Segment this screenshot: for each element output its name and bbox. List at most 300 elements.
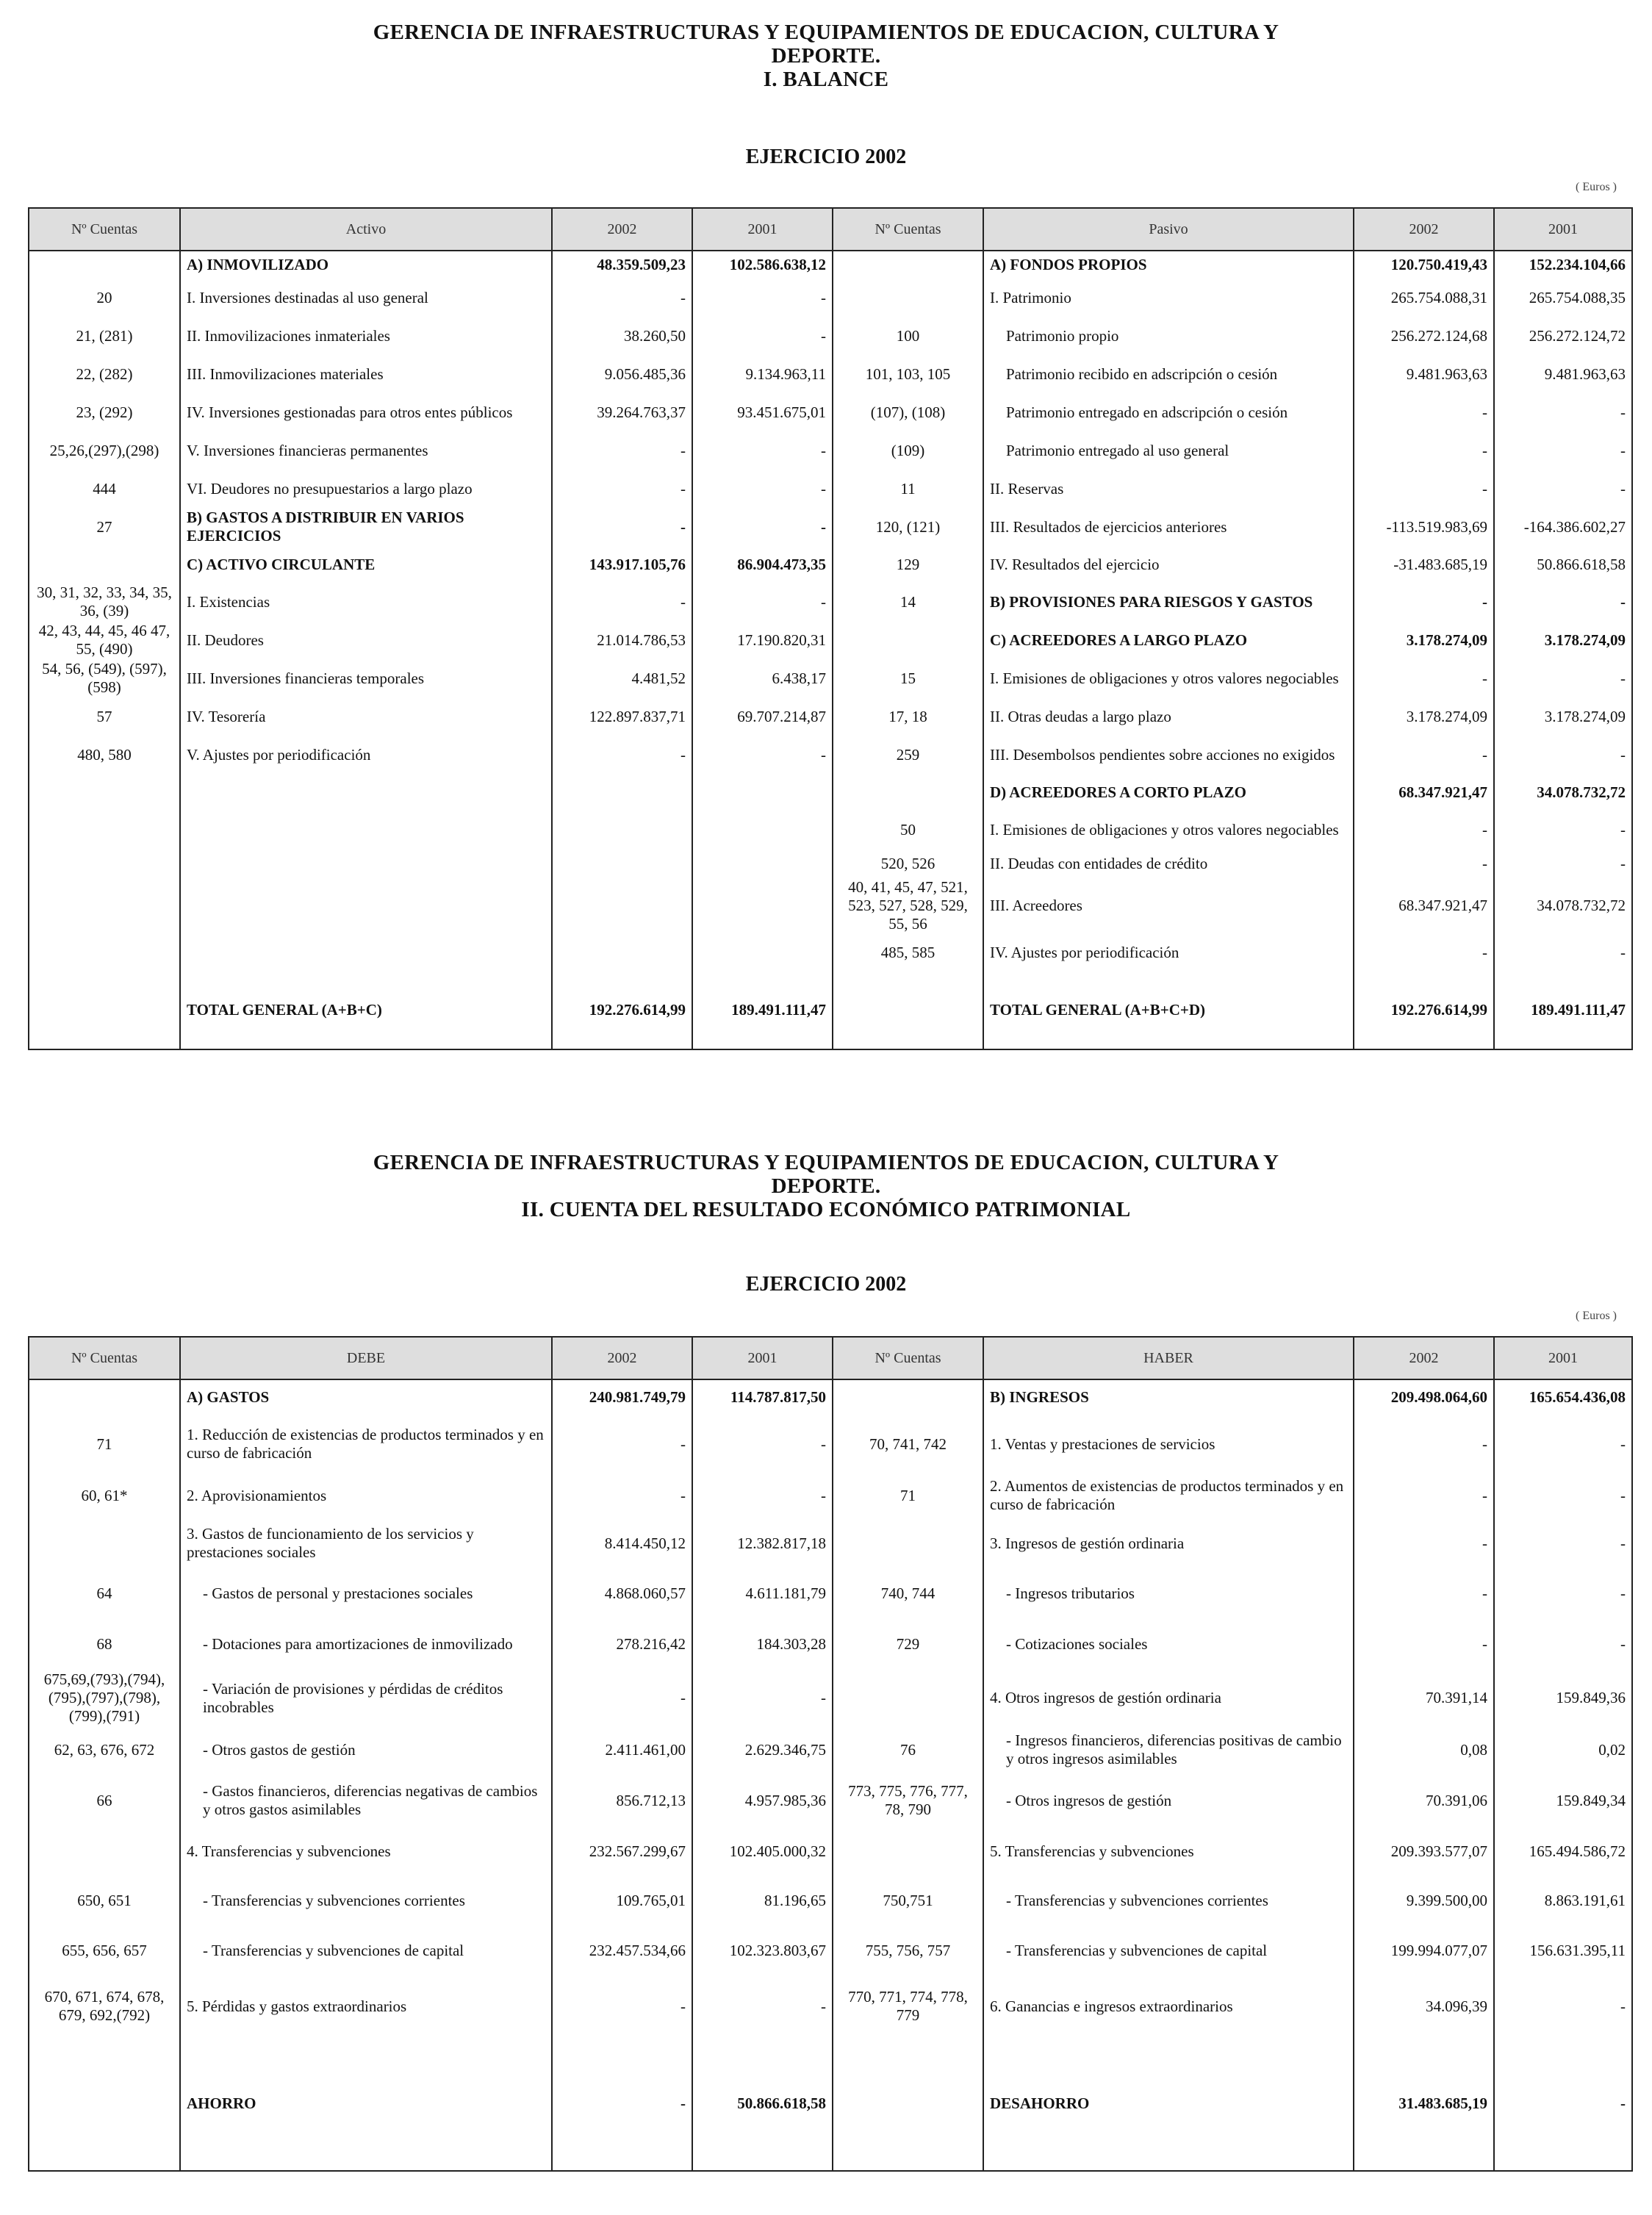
- balance-cell-value-right-2001: -: [1494, 659, 1632, 697]
- balance-row: [29, 736, 1632, 774]
- balance-row: [29, 583, 1632, 621]
- balance-cell-concept-left: [180, 774, 552, 811]
- balance-cell-account-right: 259: [833, 736, 983, 774]
- balance-cell-value-left-2002: -: [552, 279, 692, 317]
- result-cell-value-right-2001: -: [1494, 1473, 1632, 1518]
- balance-row: [29, 508, 1632, 546]
- balance-header-row: [29, 208, 1632, 251]
- balance-row: [29, 972, 1632, 1049]
- balance-row: [29, 393, 1632, 431]
- balance-cell-account-left: 27: [29, 508, 180, 546]
- result-cell-concept-right: 6. Ganancias e ingresos extraordinarios: [983, 1975, 1354, 2037]
- result-col-accounts-left: Nº Cuentas: [29, 1337, 180, 1379]
- result-cell-account-right: 740, 744: [833, 1569, 983, 1618]
- result-cell-value-left-2001: -: [692, 1473, 833, 1518]
- balance-row: [29, 355, 1632, 393]
- balance-cell-value-right-2001: 256.272.124,72: [1494, 317, 1632, 355]
- balance-cell-account-right: 520, 526: [833, 849, 983, 878]
- balance-row: [29, 697, 1632, 736]
- result-cell-value-left-2001: 102.405.000,32: [692, 1827, 833, 1875]
- result-units: ( Euros ): [1576, 1310, 1617, 1322]
- balance-cell-concept-right: C) ACREEDORES A LARGO PLAZO: [983, 621, 1354, 659]
- result-cell-value-left-2001: -: [692, 1670, 833, 1726]
- balance-cell-value-right-2001: -: [1494, 470, 1632, 508]
- balance-cell-value-left-2001: 9.134.963,11: [692, 355, 833, 393]
- balance-cell-account-right: 40, 41, 45, 47, 521, 523, 527, 528, 529, 55, 56: [833, 878, 983, 933]
- result-row: [29, 1379, 1632, 1415]
- result-cell-value-right-2001: 159.849,36: [1494, 1670, 1632, 1726]
- balance-col-pasivo-2001: 2001: [1494, 208, 1632, 251]
- result-cell-value-left-2002: -: [552, 1415, 692, 1473]
- result-col-debe-2002: 2002: [552, 1337, 692, 1379]
- balance-cell-value-right-2001: 152.234.104,66: [1494, 251, 1632, 279]
- result-cell-value-left-2001: 12.382.817,18: [692, 1518, 833, 1569]
- result-cell-account-left: 650, 651: [29, 1875, 180, 1925]
- result-cell-value-left-2002: 240.981.749,79: [552, 1379, 692, 1415]
- result-row: [29, 1875, 1632, 1925]
- balance-cell-concept-left: I. Inversiones destinadas al uso general: [180, 279, 552, 317]
- balance-cell-value-right-2001: 3.178.274,09: [1494, 621, 1632, 659]
- balance-cell-value-left-2002: 4.481,52: [552, 659, 692, 697]
- balance-cell-account-left: 480, 580: [29, 736, 180, 774]
- result-row: [29, 1569, 1632, 1618]
- result-cell-concept-right: 3. Ingresos de gestión ordinaria: [983, 1518, 1354, 1569]
- balance-cell-account-right: 101, 103, 105: [833, 355, 983, 393]
- result-cell-concept-left: A) GASTOS: [180, 1379, 552, 1415]
- balance-cell-value-left-2002: 21.014.786,53: [552, 621, 692, 659]
- result-cell-concept-left: - Transferencias y subvenciones corrientes: [180, 1875, 552, 1925]
- balance-col-activo: Activo: [180, 208, 552, 251]
- result-cell-account-right: 755, 756, 757: [833, 1925, 983, 1975]
- result-row: [29, 1774, 1632, 1827]
- result-table: [28, 1336, 1633, 2172]
- balance-cell-value-right-2002: 120.750.419,43: [1354, 251, 1494, 279]
- balance-cell-value-right-2001: -164.386.602,27: [1494, 508, 1632, 546]
- result-row: [29, 1473, 1632, 1518]
- result-cell-value-right-2002: -: [1354, 1473, 1494, 1518]
- balance-cell-value-left-2001: -: [692, 508, 833, 546]
- balance-cell-value-left-2001: [692, 878, 833, 933]
- result-header-row: [29, 1337, 1632, 1379]
- balance-cell-value-left-2002: 9.056.485,36: [552, 355, 692, 393]
- result-cell-account-right: [833, 2037, 983, 2171]
- balance-cell-account-left: 30, 31, 32, 33, 34, 35, 36, (39): [29, 583, 180, 621]
- balance-row: [29, 811, 1632, 849]
- result-cell-account-left: 66: [29, 1774, 180, 1827]
- balance-cell-concept-left: [180, 811, 552, 849]
- balance-cell-value-left-2001: 17.190.820,31: [692, 621, 833, 659]
- result-cell-value-left-2001: 4.611.181,79: [692, 1569, 833, 1618]
- balance-cell-concept-left: B) GASTOS A DISTRIBUIR EN VARIOS EJERCICIOS: [180, 508, 552, 546]
- result-cell-concept-right: DESAHORRO: [983, 2037, 1354, 2171]
- balance-cell-concept-left: II. Deudores: [180, 621, 552, 659]
- balance-cell-account-left: [29, 774, 180, 811]
- result-cell-value-right-2001: 156.631.395,11: [1494, 1925, 1632, 1975]
- result-cell-account-right: 729: [833, 1618, 983, 1670]
- balance-cell-value-left-2001: [692, 849, 833, 878]
- result-cell-concept-left: - Dotaciones para amortizaciones de inmovilizado: [180, 1618, 552, 1670]
- result-row: [29, 1975, 1632, 2037]
- balance-row: [29, 251, 1632, 279]
- balance-cell-value-right-2002: -: [1354, 583, 1494, 621]
- balance-cell-value-right-2002: 256.272.124,68: [1354, 317, 1494, 355]
- result-row: [29, 1518, 1632, 1569]
- balance-row: [29, 470, 1632, 508]
- balance-cell-value-right-2002: 3.178.274,09: [1354, 621, 1494, 659]
- balance-cell-value-right-2002: 68.347.921,47: [1354, 878, 1494, 933]
- balance-cell-value-left-2001: -: [692, 470, 833, 508]
- result-col-haber-2001: 2001: [1494, 1337, 1632, 1379]
- balance-cell-value-left-2001: -: [692, 279, 833, 317]
- balance-cell-account-right: 17, 18: [833, 697, 983, 736]
- balance-row: [29, 659, 1632, 697]
- balance-cell-value-left-2001: 102.586.638,12: [692, 251, 833, 279]
- result-cell-value-left-2001: 114.787.817,50: [692, 1379, 833, 1415]
- balance-cell-concept-left: IV. Inversiones gestionadas para otros entes públicos: [180, 393, 552, 431]
- balance-cell-value-right-2001: -: [1494, 393, 1632, 431]
- result-cell-value-right-2002: 34.096,39: [1354, 1975, 1494, 2037]
- balance-cell-account-left: 42, 43, 44, 45, 46 47, 55, (490): [29, 621, 180, 659]
- balance-row: [29, 849, 1632, 878]
- result-cell-value-right-2002: 70.391,06: [1354, 1774, 1494, 1827]
- result-cell-value-right-2001: 8.863.191,61: [1494, 1875, 1632, 1925]
- result-cell-value-left-2002: 109.765,01: [552, 1875, 692, 1925]
- balance-cell-value-left-2002: 48.359.509,23: [552, 251, 692, 279]
- balance-cell-value-right-2002: -31.483.685,19: [1354, 546, 1494, 583]
- balance-cell-value-right-2001: -: [1494, 431, 1632, 470]
- balance-cell-value-left-2001: [692, 811, 833, 849]
- result-cell-account-right: [833, 1379, 983, 1415]
- result-cell-concept-left: AHORRO: [180, 2037, 552, 2171]
- balance-cell-value-right-2001: 50.866.618,58: [1494, 546, 1632, 583]
- result-col-debe-2001: 2001: [692, 1337, 833, 1379]
- balance-cell-concept-right: II. Reservas: [983, 470, 1354, 508]
- balance-cell-account-right: 129: [833, 546, 983, 583]
- balance-cell-account-right: 50: [833, 811, 983, 849]
- balance-cell-value-right-2002: -: [1354, 811, 1494, 849]
- balance-cell-value-right-2001: 34.078.732,72: [1494, 774, 1632, 811]
- balance-cell-account-left: 21, (281): [29, 317, 180, 355]
- result-cell-concept-right: 1. Ventas y prestaciones de servicios: [983, 1415, 1354, 1473]
- balance-cell-account-left: 444: [29, 470, 180, 508]
- result-cell-concept-right: 4. Otros ingresos de gestión ordinaria: [983, 1670, 1354, 1726]
- result-cell-value-right-2002: -: [1354, 1415, 1494, 1473]
- balance-row: [29, 621, 1632, 659]
- balance-cell-value-left-2001: -: [692, 317, 833, 355]
- balance-cell-account-left: [29, 849, 180, 878]
- result-heading-line1: GERENCIA DE INFRAESTRUCTURAS Y EQUIPAMIENTOS DE EDUCACION, CULTURA Y: [373, 1151, 1279, 1174]
- balance-cell-account-left: [29, 878, 180, 933]
- result-cell-value-left-2001: 50.866.618,58: [692, 2037, 833, 2171]
- balance-cell-concept-left: VI. Deudores no presupuestarios a largo plazo: [180, 470, 552, 508]
- balance-cell-value-left-2002: 143.917.105,76: [552, 546, 692, 583]
- balance-cell-concept-right: Patrimonio propio: [983, 317, 1354, 355]
- balance-cell-value-left-2001: 93.451.675,01: [692, 393, 833, 431]
- balance-row: [29, 546, 1632, 583]
- balance-cell-account-left: 57: [29, 697, 180, 736]
- result-cell-account-right: 750,751: [833, 1875, 983, 1925]
- result-col-debe: DEBE: [180, 1337, 552, 1379]
- result-cell-account-left: 62, 63, 676, 672: [29, 1726, 180, 1774]
- result-cell-account-left: 655, 656, 657: [29, 1925, 180, 1975]
- result-cell-concept-right: 5. Transferencias y subvenciones: [983, 1827, 1354, 1875]
- result-cell-concept-right: B) INGRESOS: [983, 1379, 1354, 1415]
- balance-cell-value-right-2002: 192.276.614,99: [1354, 972, 1494, 1049]
- balance-cell-account-left: 23, (292): [29, 393, 180, 431]
- balance-cell-value-left-2002: [552, 811, 692, 849]
- result-cell-value-right-2001: 0,02: [1494, 1726, 1632, 1774]
- result-cell-account-right: [833, 1518, 983, 1569]
- balance-cell-value-right-2001: -: [1494, 849, 1632, 878]
- result-cell-value-left-2001: 4.957.985,36: [692, 1774, 833, 1827]
- balance-cell-account-right: 100: [833, 317, 983, 355]
- result-col-accounts-right: Nº Cuentas: [833, 1337, 983, 1379]
- balance-cell-value-left-2002: -: [552, 508, 692, 546]
- result-cell-value-left-2002: 232.457.534,66: [552, 1925, 692, 1975]
- balance-cell-value-left-2001: 69.707.214,87: [692, 697, 833, 736]
- balance-cell-account-left: [29, 811, 180, 849]
- result-cell-concept-left: 3. Gastos de funcionamiento de los servicios y prestaciones sociales: [180, 1518, 552, 1569]
- result-cell-value-right-2001: -: [1494, 2037, 1632, 2171]
- balance-cell-value-right-2001: -: [1494, 933, 1632, 972]
- balance-cell-value-left-2001: 86.904.473,35: [692, 546, 833, 583]
- result-cell-value-left-2002: 856.712,13: [552, 1774, 692, 1827]
- balance-cell-value-left-2001: -: [692, 431, 833, 470]
- balance-cell-account-right: [833, 774, 983, 811]
- balance-cell-value-left-2002: 39.264.763,37: [552, 393, 692, 431]
- balance-units: ( Euros ): [1576, 181, 1617, 193]
- result-cell-account-right: 71: [833, 1473, 983, 1518]
- result-row: [29, 1925, 1632, 1975]
- balance-cell-value-left-2002: [552, 933, 692, 972]
- result-col-haber-2002: 2002: [1354, 1337, 1494, 1379]
- result-cell-concept-right: - Ingresos financieros, diferencias positivas de cambio y otros ingresos asimilables: [983, 1726, 1354, 1774]
- result-cell-concept-left: 5. Pérdidas y gastos extraordinarios: [180, 1975, 552, 2037]
- result-cell-account-left: 71: [29, 1415, 180, 1473]
- balance-cell-value-right-2001: -: [1494, 583, 1632, 621]
- result-heading: [0, 1151, 1652, 1221]
- result-cell-value-left-2002: -: [552, 1975, 692, 2037]
- result-cell-concept-right: 2. Aumentos de existencias de productos terminados y en curso de fabricación: [983, 1473, 1354, 1518]
- result-cell-value-right-2002: -: [1354, 1569, 1494, 1618]
- result-cell-value-right-2001: -: [1494, 1415, 1632, 1473]
- balance-cell-value-left-2001: 189.491.111,47: [692, 972, 833, 1049]
- balance-cell-value-right-2002: 68.347.921,47: [1354, 774, 1494, 811]
- balance-cell-concept-right: I. Patrimonio: [983, 279, 1354, 317]
- result-cell-value-left-2002: 278.216,42: [552, 1618, 692, 1670]
- balance-cell-account-left: 20: [29, 279, 180, 317]
- balance-row: [29, 431, 1632, 470]
- balance-cell-concept-left: [180, 878, 552, 933]
- balance-cell-value-right-2001: 189.491.111,47: [1494, 972, 1632, 1049]
- balance-cell-account-left: [29, 251, 180, 279]
- result-cell-account-left: [29, 1518, 180, 1569]
- result-cell-value-right-2002: 199.994.077,07: [1354, 1925, 1494, 1975]
- balance-cell-concept-left: II. Inmovilizaciones inmateriales: [180, 317, 552, 355]
- balance-cell-account-left: 22, (282): [29, 355, 180, 393]
- balance-cell-account-right: 15: [833, 659, 983, 697]
- result-row: [29, 1827, 1632, 1875]
- balance-cell-concept-right: III. Desembolsos pendientes sobre acciones no exigidos: [983, 736, 1354, 774]
- balance-cell-concept-left: V. Inversiones financieras permanentes: [180, 431, 552, 470]
- balance-cell-value-left-2002: [552, 774, 692, 811]
- balance-cell-concept-left: A) INMOVILIZADO: [180, 251, 552, 279]
- balance-cell-concept-right: Patrimonio recibido en adscripción o cesión: [983, 355, 1354, 393]
- balance-exercise: EJERCICIO 2002: [745, 146, 907, 168]
- balance-cell-value-right-2002: -113.519.983,69: [1354, 508, 1494, 546]
- result-cell-value-left-2002: -: [552, 1670, 692, 1726]
- balance-heading-line3: I. BALANCE: [763, 68, 889, 91]
- balance-cell-concept-right: B) PROVISIONES PARA RIESGOS Y GASTOS: [983, 583, 1354, 621]
- result-cell-value-left-2002: 2.411.461,00: [552, 1726, 692, 1774]
- balance-cell-account-left: 25,26,(297),(298): [29, 431, 180, 470]
- result-cell-concept-left: 1. Reducción de existencias de productos terminados y en curso de fabricación: [180, 1415, 552, 1473]
- result-cell-value-right-2001: 159.849,34: [1494, 1774, 1632, 1827]
- balance-cell-concept-right: IV. Resultados del ejercicio: [983, 546, 1354, 583]
- balance-cell-concept-left: IV. Tesorería: [180, 697, 552, 736]
- result-cell-concept-left: 4. Transferencias y subvenciones: [180, 1827, 552, 1875]
- balance-cell-account-right: [833, 279, 983, 317]
- result-cell-value-left-2002: 4.868.060,57: [552, 1569, 692, 1618]
- result-row: [29, 1670, 1632, 1726]
- balance-cell-value-right-2002: 3.178.274,09: [1354, 697, 1494, 736]
- balance-cell-value-left-2002: [552, 878, 692, 933]
- balance-cell-value-left-2002: 192.276.614,99: [552, 972, 692, 1049]
- balance-cell-value-right-2001: 34.078.732,72: [1494, 878, 1632, 933]
- result-cell-value-left-2002: -: [552, 2037, 692, 2171]
- result-cell-value-right-2002: 209.393.577,07: [1354, 1827, 1494, 1875]
- result-cell-value-right-2002: 9.399.500,00: [1354, 1875, 1494, 1925]
- balance-row: [29, 774, 1632, 811]
- balance-row: [29, 933, 1632, 972]
- balance-cell-account-right: 120, (121): [833, 508, 983, 546]
- balance-cell-value-right-2001: -: [1494, 811, 1632, 849]
- result-cell-value-right-2002: 0,08: [1354, 1726, 1494, 1774]
- balance-cell-value-right-2002: -: [1354, 431, 1494, 470]
- balance-heading-line2: DEPORTE.: [771, 44, 881, 68]
- balance-col-activo-2001: 2001: [692, 208, 833, 251]
- balance-row: [29, 878, 1632, 933]
- balance-cell-account-right: [833, 251, 983, 279]
- balance-cell-value-right-2001: 3.178.274,09: [1494, 697, 1632, 736]
- balance-heading: [0, 21, 1652, 91]
- balance-cell-concept-left: [180, 933, 552, 972]
- result-row: [29, 1726, 1632, 1774]
- balance-cell-value-right-2002: 9.481.963,63: [1354, 355, 1494, 393]
- result-cell-concept-right: - Ingresos tributarios: [983, 1569, 1354, 1618]
- balance-cell-value-left-2002: 122.897.837,71: [552, 697, 692, 736]
- balance-col-pasivo: Pasivo: [983, 208, 1354, 251]
- result-row: [29, 2037, 1632, 2171]
- balance-cell-concept-left: TOTAL GENERAL (A+B+C): [180, 972, 552, 1049]
- balance-cell-concept-right: I. Emisiones de obligaciones y otros valores negociables: [983, 659, 1354, 697]
- balance-col-activo-2002: 2002: [552, 208, 692, 251]
- result-exercise: EJERCICIO 2002: [745, 1273, 907, 1296]
- result-cell-account-left: [29, 2037, 180, 2171]
- result-row: [29, 1618, 1632, 1670]
- result-cell-concept-right: - Cotizaciones sociales: [983, 1618, 1354, 1670]
- result-cell-concept-left: - Transferencias y subvenciones de capital: [180, 1925, 552, 1975]
- result-cell-value-left-2001: 2.629.346,75: [692, 1726, 833, 1774]
- result-cell-concept-left: - Variación de provisiones y pérdidas de créditos incobrables: [180, 1670, 552, 1726]
- result-cell-account-right: 70, 741, 742: [833, 1415, 983, 1473]
- balance-cell-account-right: [833, 621, 983, 659]
- result-cell-account-left: 64: [29, 1569, 180, 1618]
- balance-cell-concept-right: III. Acreedores: [983, 878, 1354, 933]
- result-col-haber: HABER: [983, 1337, 1354, 1379]
- result-cell-value-left-2001: 184.303,28: [692, 1618, 833, 1670]
- balance-cell-concept-right: IV. Ajustes por periodificación: [983, 933, 1354, 972]
- result-cell-account-left: 675,69,(793),(794), (795),(797),(798), (799),(791): [29, 1670, 180, 1726]
- balance-cell-value-left-2001: [692, 933, 833, 972]
- balance-col-pasivo-2002: 2002: [1354, 208, 1494, 251]
- balance-row: [29, 317, 1632, 355]
- balance-cell-value-right-2002: -: [1354, 470, 1494, 508]
- balance-cell-concept-right: Patrimonio entregado al uso general: [983, 431, 1354, 470]
- result-cell-concept-right: - Transferencias y subvenciones corrientes: [983, 1875, 1354, 1925]
- result-cell-account-right: 76: [833, 1726, 983, 1774]
- result-heading-line3: II. CUENTA DEL RESULTADO ECONÓMICO PATRIMONIAL: [521, 1198, 1131, 1221]
- balance-col-accounts-right: Nº Cuentas: [833, 208, 983, 251]
- balance-cell-concept-right: II. Otras deudas a largo plazo: [983, 697, 1354, 736]
- balance-col-accounts-left: Nº Cuentas: [29, 208, 180, 251]
- balance-cell-concept-right: I. Emisiones de obligaciones y otros valores negociables: [983, 811, 1354, 849]
- result-cell-value-right-2001: -: [1494, 1975, 1632, 2037]
- result-cell-value-right-2001: 165.654.436,08: [1494, 1379, 1632, 1415]
- balance-cell-concept-left: C) ACTIVO CIRCULANTE: [180, 546, 552, 583]
- result-cell-value-left-2001: 81.196,65: [692, 1875, 833, 1925]
- balance-cell-value-left-2002: -: [552, 583, 692, 621]
- result-cell-value-right-2002: 209.498.064,60: [1354, 1379, 1494, 1415]
- balance-cell-value-right-2001: 265.754.088,35: [1494, 279, 1632, 317]
- balance-cell-account-right: 485, 585: [833, 933, 983, 972]
- balance-cell-value-right-2001: -: [1494, 736, 1632, 774]
- balance-cell-value-left-2002: -: [552, 470, 692, 508]
- balance-cell-account-right: (107), (108): [833, 393, 983, 431]
- result-cell-account-right: 770, 771, 774, 778, 779: [833, 1975, 983, 2037]
- balance-cell-concept-right: TOTAL GENERAL (A+B+C+D): [983, 972, 1354, 1049]
- result-cell-account-right: [833, 1670, 983, 1726]
- balance-cell-value-right-2002: -: [1354, 849, 1494, 878]
- result-heading-line2: DEPORTE.: [771, 1174, 881, 1198]
- balance-cell-account-right: 11: [833, 470, 983, 508]
- result-cell-value-left-2002: 8.414.450,12: [552, 1518, 692, 1569]
- balance-cell-concept-right: D) ACREEDORES A CORTO PLAZO: [983, 774, 1354, 811]
- balance-cell-value-left-2001: -: [692, 583, 833, 621]
- result-cell-value-right-2001: -: [1494, 1518, 1632, 1569]
- balance-cell-concept-left: V. Ajustes por periodificación: [180, 736, 552, 774]
- result-cell-concept-left: - Gastos de personal y prestaciones sociales: [180, 1569, 552, 1618]
- balance-cell-account-right: [833, 972, 983, 1049]
- result-cell-value-right-2002: -: [1354, 1518, 1494, 1569]
- balance-cell-account-left: [29, 933, 180, 972]
- balance-cell-concept-left: [180, 849, 552, 878]
- result-cell-account-left: 68: [29, 1618, 180, 1670]
- result-cell-value-right-2002: 31.483.685,19: [1354, 2037, 1494, 2171]
- balance-cell-value-right-2002: -: [1354, 393, 1494, 431]
- balance-cell-value-right-2002: -: [1354, 933, 1494, 972]
- result-cell-concept-left: 2. Aprovisionamientos: [180, 1473, 552, 1518]
- balance-cell-concept-left: III. Inversiones financieras temporales: [180, 659, 552, 697]
- balance-cell-value-left-2001: 6.438,17: [692, 659, 833, 697]
- result-cell-value-right-2002: -: [1354, 1618, 1494, 1670]
- balance-cell-value-right-2002: 265.754.088,31: [1354, 279, 1494, 317]
- result-cell-account-left: [29, 1827, 180, 1875]
- balance-row: [29, 279, 1632, 317]
- result-cell-value-right-2002: 70.391,14: [1354, 1670, 1494, 1726]
- balance-cell-concept-left: III. Inmovilizaciones materiales: [180, 355, 552, 393]
- result-cell-value-right-2001: -: [1494, 1569, 1632, 1618]
